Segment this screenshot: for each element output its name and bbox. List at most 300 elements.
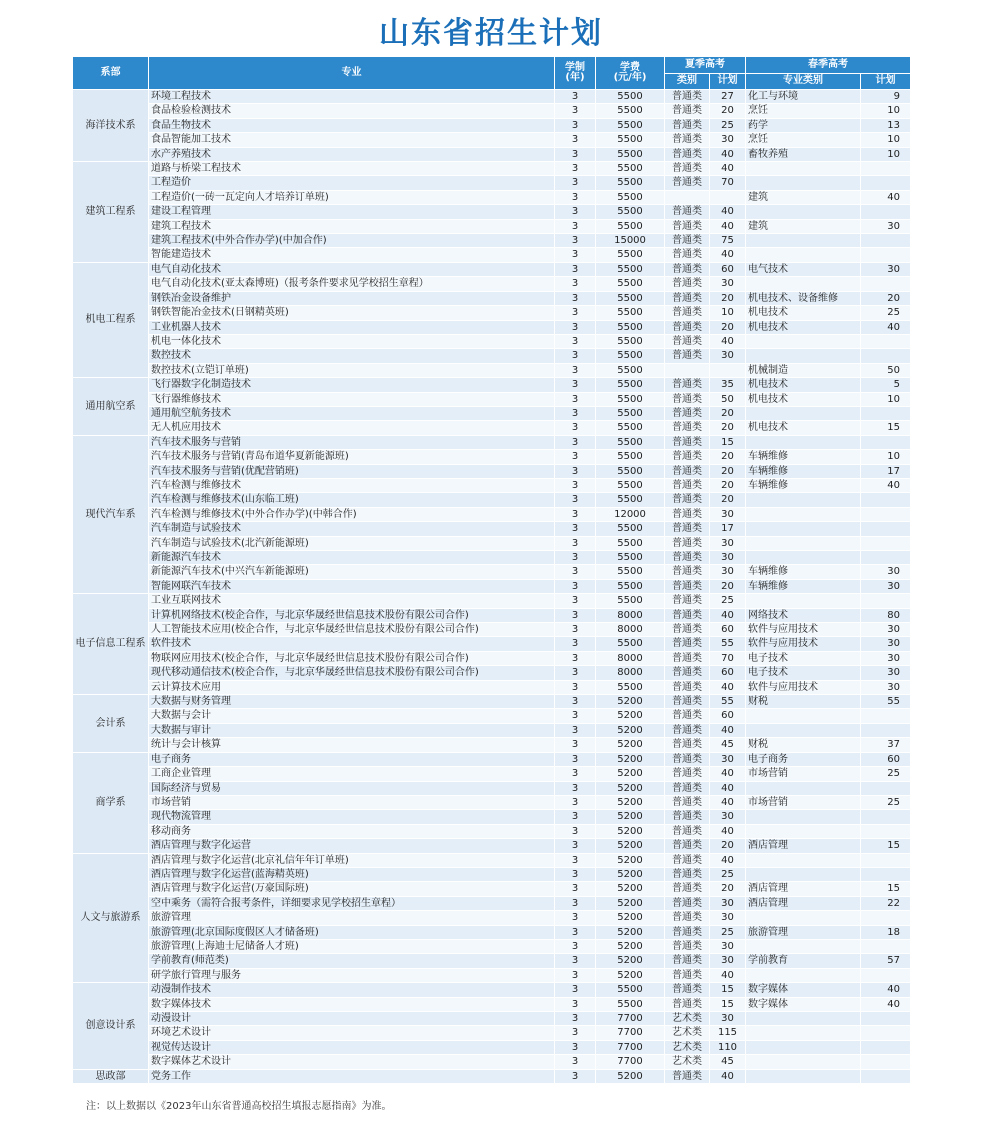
spring-plan-cell: 20: [861, 291, 911, 305]
major-cell: 数字媒体技术: [149, 997, 555, 1011]
spring-category-cell: 软件与应用技术: [746, 680, 861, 694]
years-cell: 3: [555, 1055, 596, 1069]
summer-category-cell: 普通类: [665, 162, 710, 176]
header-spring: 春季高考: [746, 57, 911, 74]
summer-plan-cell: 20: [710, 291, 746, 305]
summer-category-cell: 普通类: [665, 781, 710, 795]
major-cell: 建筑工程技术: [149, 219, 555, 233]
years-cell: 3: [555, 133, 596, 147]
summer-category-cell: 普通类: [665, 406, 710, 420]
spring-category-cell: 车辆维修: [746, 579, 861, 593]
plan-table-body: [73, 90, 911, 1084]
summer-category-cell: 普通类: [665, 752, 710, 766]
fee-cell: 5500: [596, 219, 665, 233]
summer-plan-cell: 40: [710, 162, 746, 176]
table-row: [73, 334, 911, 348]
spring-category-cell: 车辆维修: [746, 478, 861, 492]
years-cell: 3: [555, 507, 596, 521]
fee-cell: 5200: [596, 954, 665, 968]
table-row: [73, 767, 911, 781]
years-cell: 3: [555, 853, 596, 867]
spring-plan-cell: [861, 522, 911, 536]
summer-category-cell: 普通类: [665, 939, 710, 953]
table-row: [73, 1055, 911, 1069]
fee-cell: 5500: [596, 421, 665, 435]
spring-category-cell: [746, 536, 861, 550]
major-cell: 食品检验检测技术: [149, 104, 555, 118]
summer-plan-cell: 20: [710, 450, 746, 464]
table-row: [73, 1012, 911, 1026]
table-row: [73, 133, 911, 147]
fee-cell: 5200: [596, 824, 665, 838]
fee-cell: 8000: [596, 651, 665, 665]
summer-category-cell: 普通类: [665, 522, 710, 536]
major-cell: 酒店管理与数字化运营(万豪国际班): [149, 882, 555, 896]
fee-cell: 7700: [596, 1040, 665, 1054]
table-row: [73, 695, 911, 709]
spring-plan-cell: 10: [861, 104, 911, 118]
spring-plan-cell: [861, 349, 911, 363]
major-cell: 数字媒体艺术设计: [149, 1055, 555, 1069]
fee-cell: 5500: [596, 565, 665, 579]
years-cell: 3: [555, 363, 596, 377]
major-cell: 环境工程技术: [149, 90, 555, 104]
fee-cell: 5500: [596, 104, 665, 118]
summer-plan-cell: 30: [710, 133, 746, 147]
spring-category-cell: 机械制造: [746, 363, 861, 377]
major-cell: 水产养殖技术: [149, 147, 555, 161]
fee-cell: 5200: [596, 896, 665, 910]
summer-plan-cell: 30: [710, 536, 746, 550]
summer-category-cell: 普通类: [665, 104, 710, 118]
years-cell: 3: [555, 291, 596, 305]
fee-cell: 8000: [596, 623, 665, 637]
summer-plan-cell: 40: [710, 824, 746, 838]
spring-category-cell: [746, 1040, 861, 1054]
summer-plan-cell: 30: [710, 954, 746, 968]
years-cell: 3: [555, 839, 596, 853]
major-cell: 智能网联汽车技术: [149, 579, 555, 593]
summer-plan-cell: 20: [710, 493, 746, 507]
fee-cell: 5200: [596, 752, 665, 766]
fee-cell: 7700: [596, 1012, 665, 1026]
major-cell: 党务工作: [149, 1069, 555, 1083]
summer-plan-cell: 30: [710, 277, 746, 291]
header-spring-category: 专业类别: [746, 74, 861, 90]
spring-category-cell: [746, 248, 861, 262]
major-cell: 汽车技术服务与营销(青岛布道华夏新能源班): [149, 450, 555, 464]
years-cell: 3: [555, 752, 596, 766]
spring-category-cell: 财税: [746, 695, 861, 709]
years-cell: 3: [555, 795, 596, 809]
summer-category-cell: 普通类: [665, 392, 710, 406]
years-cell: 3: [555, 118, 596, 132]
summer-category-cell: 普通类: [665, 997, 710, 1011]
summer-category-cell: 普通类: [665, 853, 710, 867]
years-cell: 3: [555, 378, 596, 392]
fee-cell: 5500: [596, 522, 665, 536]
summer-plan-cell: 20: [710, 478, 746, 492]
spring-category-cell: 畜牧养殖: [746, 147, 861, 161]
spring-category-cell: [746, 522, 861, 536]
summer-category-cell: 普通类: [665, 608, 710, 622]
years-cell: 3: [555, 997, 596, 1011]
fee-cell: 5500: [596, 392, 665, 406]
table-row: [73, 464, 911, 478]
fee-cell: 5500: [596, 536, 665, 550]
spring-category-cell: 机电技术: [746, 392, 861, 406]
fee-cell: 5500: [596, 493, 665, 507]
fee-cell: 5200: [596, 968, 665, 982]
fee-cell: 5500: [596, 248, 665, 262]
summer-category-cell: 普通类: [665, 565, 710, 579]
fee-cell: 15000: [596, 234, 665, 248]
years-cell: 3: [555, 651, 596, 665]
fee-cell: 5500: [596, 90, 665, 104]
spring-category-cell: [746, 551, 861, 565]
summer-category-cell: 普通类: [665, 767, 710, 781]
spring-category-cell: [746, 810, 861, 824]
summer-category-cell: 普通类: [665, 421, 710, 435]
years-cell: 3: [555, 248, 596, 262]
spring-category-cell: 市场营销: [746, 767, 861, 781]
summer-category-cell: [665, 363, 710, 377]
table-row: [73, 392, 911, 406]
spring-category-cell: [746, 349, 861, 363]
summer-plan-cell: 20: [710, 464, 746, 478]
spring-category-cell: 药学: [746, 118, 861, 132]
summer-category-cell: 普通类: [665, 306, 710, 320]
spring-plan-cell: [861, 493, 911, 507]
summer-plan-cell: 30: [710, 565, 746, 579]
table-row: [73, 551, 911, 565]
summer-plan-cell: 40: [710, 723, 746, 737]
summer-plan-cell: 15: [710, 983, 746, 997]
table-row: [73, 666, 911, 680]
table-row: [73, 954, 911, 968]
spring-plan-cell: 5: [861, 378, 911, 392]
table-row: [73, 752, 911, 766]
fee-cell: 5500: [596, 637, 665, 651]
spring-category-cell: 车辆维修: [746, 464, 861, 478]
years-cell: 3: [555, 781, 596, 795]
years-cell: 3: [555, 435, 596, 449]
summer-category-cell: 普通类: [665, 666, 710, 680]
table-row: [73, 118, 911, 132]
fee-cell: 5200: [596, 810, 665, 824]
years-cell: 3: [555, 306, 596, 320]
spring-category-cell: [746, 435, 861, 449]
table-row: [73, 435, 911, 449]
summer-plan-cell: 40: [710, 1069, 746, 1083]
major-cell: 建设工程管理: [149, 205, 555, 219]
summer-plan-cell: 40: [710, 608, 746, 622]
summer-plan-cell: 20: [710, 421, 746, 435]
fee-cell: 5200: [596, 867, 665, 881]
fee-cell: 5500: [596, 349, 665, 363]
table-row: [73, 997, 911, 1011]
major-cell: 大数据与财务管理: [149, 695, 555, 709]
summer-category-cell: 普通类: [665, 262, 710, 276]
summer-plan-cell: 60: [710, 666, 746, 680]
spring-category-cell: [746, 824, 861, 838]
fee-cell: 5500: [596, 334, 665, 348]
spring-plan-cell: 30: [861, 565, 911, 579]
major-cell: 工业机器人技术: [149, 320, 555, 334]
summer-category-cell: 普通类: [665, 277, 710, 291]
major-cell: 通用航空航务技术: [149, 406, 555, 420]
spring-category-cell: 车辆维修: [746, 565, 861, 579]
spring-plan-cell: 55: [861, 695, 911, 709]
table-row: [73, 1026, 911, 1040]
years-cell: 3: [555, 709, 596, 723]
years-cell: 3: [555, 594, 596, 608]
spring-plan-cell: 80: [861, 608, 911, 622]
years-cell: 3: [555, 234, 596, 248]
fee-cell: 5500: [596, 320, 665, 334]
major-cell: 动漫制作技术: [149, 983, 555, 997]
years-cell: 3: [555, 666, 596, 680]
department-cell: 创意设计系: [73, 983, 149, 1069]
years-cell: 3: [555, 1069, 596, 1083]
spring-plan-cell: 40: [861, 190, 911, 204]
department-cell: 通用航空系: [73, 378, 149, 436]
table-row: [73, 450, 911, 464]
table-row: [73, 983, 911, 997]
spring-plan-cell: 10: [861, 147, 911, 161]
spring-plan-cell: [861, 968, 911, 982]
fee-cell: 5200: [596, 911, 665, 925]
major-cell: 酒店管理与数字化运营(北京礼信年年订单班): [149, 853, 555, 867]
fee-cell: 5200: [596, 738, 665, 752]
major-cell: 汽车技术服务与营销(优配营销班): [149, 464, 555, 478]
department-cell: 海洋技术系: [73, 90, 149, 162]
years-cell: 3: [555, 493, 596, 507]
summer-category-cell: 普通类: [665, 435, 710, 449]
summer-category-cell: 普通类: [665, 839, 710, 853]
table-row: [73, 882, 911, 896]
summer-category-cell: 普通类: [665, 925, 710, 939]
spring-category-cell: 学前教育: [746, 954, 861, 968]
summer-category-cell: 普通类: [665, 954, 710, 968]
spring-plan-cell: [861, 248, 911, 262]
fee-cell: 8000: [596, 608, 665, 622]
years-cell: 3: [555, 680, 596, 694]
spring-plan-cell: 10: [861, 133, 911, 147]
major-cell: 人工智能技术应用(校企合作，与北京华晟经世信息技术股份有限公司合作): [149, 623, 555, 637]
major-cell: 汽车检测与维修技术(中外合作办学)(中韩合作): [149, 507, 555, 521]
major-cell: 酒店管理与数字化运营(蓝海精英班): [149, 867, 555, 881]
years-cell: 3: [555, 867, 596, 881]
spring-category-cell: [746, 867, 861, 881]
summer-category-cell: 艺术类: [665, 1012, 710, 1026]
major-cell: 汽车检测与维修技术: [149, 478, 555, 492]
major-cell: 现代移动通信技术(校企合作，与北京华晟经世信息技术股份有限公司合作): [149, 666, 555, 680]
spring-category-cell: [746, 1069, 861, 1083]
spring-plan-cell: [861, 853, 911, 867]
fee-cell: 5200: [596, 853, 665, 867]
fee-cell: 5200: [596, 939, 665, 953]
major-cell: 道路与桥梁工程技术: [149, 162, 555, 176]
spring-category-cell: [746, 594, 861, 608]
table-row: [73, 651, 911, 665]
major-cell: 无人机应用技术: [149, 421, 555, 435]
summer-category-cell: 普通类: [665, 623, 710, 637]
fee-cell: 5500: [596, 291, 665, 305]
spring-category-cell: [746, 493, 861, 507]
years-cell: 3: [555, 478, 596, 492]
summer-category-cell: 普通类: [665, 810, 710, 824]
summer-plan-cell: 30: [710, 896, 746, 910]
fee-cell: 5200: [596, 767, 665, 781]
table-row: [73, 1069, 911, 1083]
summer-plan-cell: 30: [710, 349, 746, 363]
spring-plan-cell: [861, 406, 911, 420]
major-cell: 空中乘务（需符合报考条件，详细要求见学校招生章程）: [149, 896, 555, 910]
table-row: [73, 896, 911, 910]
major-cell: 汽车检测与维修技术(山东临工班): [149, 493, 555, 507]
spring-plan-cell: [861, 1069, 911, 1083]
table-row: [73, 939, 911, 953]
summer-plan-cell: 30: [710, 507, 746, 521]
summer-plan-cell: 30: [710, 939, 746, 953]
major-cell: 视觉传达设计: [149, 1040, 555, 1054]
fee-cell: 5500: [596, 579, 665, 593]
years-cell: 3: [555, 882, 596, 896]
spring-plan-cell: 30: [861, 623, 911, 637]
years-cell: 3: [555, 147, 596, 161]
spring-plan-cell: 40: [861, 997, 911, 1011]
summer-plan-cell: [710, 190, 746, 204]
spring-plan-cell: 30: [861, 579, 911, 593]
summer-category-cell: 普通类: [665, 637, 710, 651]
spring-category-cell: 建筑: [746, 190, 861, 204]
years-cell: 3: [555, 406, 596, 420]
major-cell: 酒店管理与数字化运营: [149, 839, 555, 853]
major-cell: 工业互联网技术: [149, 594, 555, 608]
major-cell: 环境艺术设计: [149, 1026, 555, 1040]
spring-plan-cell: 30: [861, 666, 911, 680]
fee-cell: 5200: [596, 795, 665, 809]
spring-category-cell: 酒店管理: [746, 882, 861, 896]
fee-cell: 5200: [596, 695, 665, 709]
header-summer: 夏季高考: [665, 57, 746, 74]
fee-cell: 5500: [596, 262, 665, 276]
spring-category-cell: [746, 162, 861, 176]
spring-plan-cell: 17: [861, 464, 911, 478]
summer-plan-cell: 20: [710, 579, 746, 593]
table-row: [73, 507, 911, 521]
summer-plan-cell: 25: [710, 867, 746, 881]
summer-plan-cell: 20: [710, 104, 746, 118]
spring-plan-cell: [861, 507, 911, 521]
major-cell: 数控技术: [149, 349, 555, 363]
table-row: [73, 176, 911, 190]
fee-cell: 5500: [596, 205, 665, 219]
years-cell: 3: [555, 219, 596, 233]
spring-plan-cell: 13: [861, 118, 911, 132]
major-cell: 旅游管理: [149, 911, 555, 925]
table-row: [73, 723, 911, 737]
summer-plan-cell: 40: [710, 147, 746, 161]
spring-plan-cell: [861, 234, 911, 248]
summer-category-cell: 普通类: [665, 824, 710, 838]
spring-plan-cell: 10: [861, 392, 911, 406]
years-cell: 3: [555, 767, 596, 781]
summer-category-cell: 普通类: [665, 478, 710, 492]
spring-category-cell: 财税: [746, 738, 861, 752]
summer-plan-cell: 17: [710, 522, 746, 536]
fee-cell: 8000: [596, 666, 665, 680]
summer-category-cell: 普通类: [665, 507, 710, 521]
summer-plan-cell: 10: [710, 306, 746, 320]
years-cell: 3: [555, 349, 596, 363]
table-row: [73, 565, 911, 579]
spring-plan-cell: [861, 709, 911, 723]
spring-category-cell: 网络技术: [746, 608, 861, 622]
summer-plan-cell: 45: [710, 738, 746, 752]
summer-category-cell: 普通类: [665, 695, 710, 709]
summer-category-cell: 普通类: [665, 349, 710, 363]
years-cell: 3: [555, 277, 596, 291]
enrollment-plan-table: [72, 56, 911, 1084]
table-row: [73, 219, 911, 233]
years-cell: 3: [555, 579, 596, 593]
summer-category-cell: 普通类: [665, 205, 710, 219]
fee-cell: 5200: [596, 781, 665, 795]
summer-category-cell: 普通类: [665, 983, 710, 997]
footnote: 注：以上数据以《2023年山东省普通高校招生填报志愿指南》为准。: [86, 1101, 392, 1112]
major-cell: 汽车制造与试验技术: [149, 522, 555, 536]
major-cell: 汽车制造与试验技术(北汽新能源班): [149, 536, 555, 550]
spring-plan-cell: 22: [861, 896, 911, 910]
years-cell: 3: [555, 176, 596, 190]
spring-plan-cell: [861, 723, 911, 737]
spring-category-cell: 烹饪: [746, 133, 861, 147]
table-row: [73, 738, 911, 752]
years-cell: 3: [555, 536, 596, 550]
header-years: 学制 (年): [555, 57, 596, 90]
fee-cell: 5500: [596, 450, 665, 464]
spring-plan-cell: 50: [861, 363, 911, 377]
spring-plan-cell: 18: [861, 925, 911, 939]
summer-plan-cell: 40: [710, 853, 746, 867]
major-cell: 机电一体化技术: [149, 334, 555, 348]
summer-plan-cell: 40: [710, 781, 746, 795]
spring-plan-cell: 25: [861, 795, 911, 809]
spring-category-cell: 建筑: [746, 219, 861, 233]
spring-plan-cell: 40: [861, 320, 911, 334]
spring-plan-cell: 15: [861, 882, 911, 896]
summer-category-cell: 普通类: [665, 795, 710, 809]
table-row: [73, 1040, 911, 1054]
summer-category-cell: 普通类: [665, 320, 710, 334]
spring-category-cell: [746, 277, 861, 291]
department-cell: 建筑工程系: [73, 162, 149, 263]
years-cell: 3: [555, 954, 596, 968]
fee-cell: 5500: [596, 162, 665, 176]
summer-plan-cell: 40: [710, 795, 746, 809]
years-cell: 3: [555, 911, 596, 925]
spring-category-cell: [746, 1012, 861, 1026]
years-cell: 3: [555, 695, 596, 709]
spring-plan-cell: [861, 176, 911, 190]
spring-plan-cell: [861, 1055, 911, 1069]
fee-cell: 5500: [596, 594, 665, 608]
major-cell: 新能源汽车技术: [149, 551, 555, 565]
spring-plan-cell: 25: [861, 767, 911, 781]
table-row: [73, 608, 911, 622]
